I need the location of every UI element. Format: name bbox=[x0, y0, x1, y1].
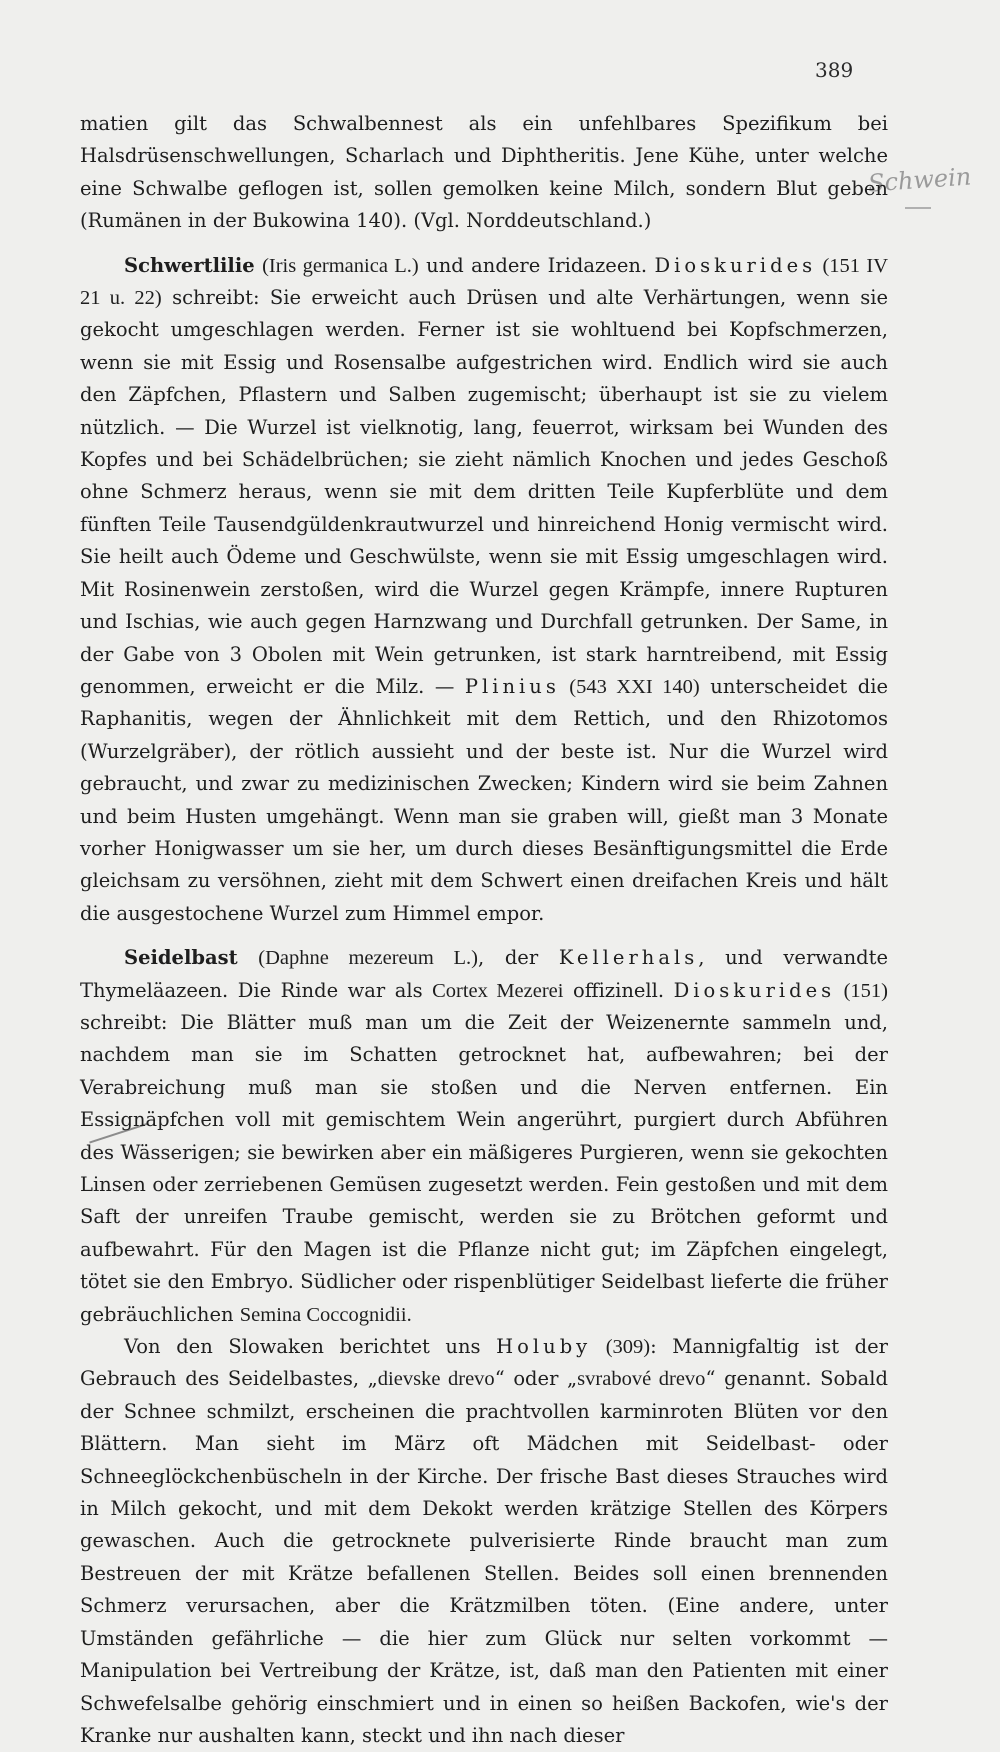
reference: (151) bbox=[835, 979, 889, 1002]
latin-term: dievske drevo bbox=[377, 1368, 495, 1391]
entry-heading-schwertlilie: Schwertlilie bbox=[124, 253, 255, 277]
margin-underline bbox=[905, 207, 931, 209]
paragraph-slowaken bbox=[80, 1331, 888, 1752]
page-number: 389 bbox=[815, 58, 854, 82]
latin-name: (Iris germanica L.) bbox=[262, 254, 419, 277]
paragraph-text: schreibt: Die Blätter muß man um die Zeit der Weizenernte sammeln und, nachdem man sie im Schatten getrocknet hat, aufbewahren; bei der Verabreichung muß man sie stoßen und die Nerven entfernen. Ein Essignäpfchen voll mit gemischtem Wein angerührt, purgiert durch Abführen des Wässerigen; sie bewirken aber ein mäßigeres Purgieren, wenn sie gekochten Linsen oder zerriebenen Gemüsen zugesetzt werden. Fein gestoßen und mit dem Saft der unreifen Traube gemischt, werden sie zu Brötchen geformt und aufbewahrt. Für den Magen ist die Pflanze nicht gut; im Zäpfchen eingelegt, tötet sie den Embryo. Südlicher oder rispenblütiger Seidelbast lieferte die früher gebräuchlichen bbox=[80, 1010, 888, 1326]
latin-term: Cortex Mezerei bbox=[432, 979, 564, 1002]
author-name: Dioskurides bbox=[673, 978, 836, 1002]
latin-term: svrabové drevo bbox=[577, 1368, 706, 1391]
paragraph-text: unterscheidet die Raphanitis, wegen der Ähnlichkeit mit dem Rettich, und den Rhizotomos (Wurzelgräber), der rötlich aussieht und der beste ist. Nur die Wurzel wird gebraucht, und zwar zu medizinischen Zwecken; Kindern wird sie beim Zahnen und beim Husten umgehängt. Wenn man sie graben will, gießt man 3 Monate vorher Honigwasser um sie her, um durch dieses Besänftigungsmittel die Erde gleichsam zu versöhnen, zieht mit dem Schwert einen dreifachen Kreis und hält die ausgestochene Wurzel zum Himmel empor. bbox=[80, 674, 888, 925]
author-name: Dioskurides bbox=[654, 253, 817, 277]
paragraph-text: , und verwandte Thymeläazeen. Die Rinde war als bbox=[80, 946, 888, 1002]
spaced-term: Kellerhals bbox=[558, 946, 699, 970]
reference: (309) bbox=[591, 1336, 651, 1359]
author-name: Plinius bbox=[464, 674, 560, 698]
paragraph-text: und andere Iridazeen. bbox=[418, 253, 655, 277]
latin-name: (Daphne mezereum L.) bbox=[258, 947, 478, 970]
body-text bbox=[80, 108, 888, 1752]
paragraph-text: : Mannigfaltig ist der Gebrauch des Seidelbastes, „ bbox=[80, 1335, 889, 1391]
entry-heading-seidelbast: Seidelbast bbox=[124, 946, 238, 970]
latin-term: Semina Coccognidii. bbox=[239, 1303, 412, 1326]
paragraph-text: matien gilt das Schwalbennest als ein unfehlbares Spezifikum bei Halsdrüsenschwellungen, Scharlach und Diphtheritis. Jene Kühe, unter welche eine Schwalbe geflogen ist, sollen gemolken keine Milch, sondern Blut geben (Rumänen in der Bukowina 140). (Vgl. Norddeutschland.) bbox=[80, 112, 888, 233]
paragraph-text: Von den Slowaken berichtet uns bbox=[124, 1335, 497, 1359]
reference: (151 IV 21 u. 22) bbox=[80, 254, 888, 310]
paragraph-text: schreibt: Sie erweicht auch Drüsen und alte Verhärtungen, wenn sie gekocht umgeschlagen werden. Ferner ist sie wohltuend bei Kopfschmerzen, wenn sie mit Essig und Rosensalbe aufgestrichen wird. Endlich wird sie auch den Zäpfchen, Pflastern und Salben zugemischt; überhaupt ist sie zu vielem nützlich. — Die Wurzel ist vielknotig, lang, feuerrot, wirksam bei Wunden des Kopfes und bei Schädelbrüchen; sie zieht nämlich Knochen und jedes Geschoß ohne Schmerz heraus, wenn sie mit dem dritten Teile Kupferblüte und dem fünften Teile Tausendgüldenkrautwurzel und hinreichend Honig vermischt wird. Sie heilt auch Ödeme und Geschwülste, wenn sie mit Essig umgeschlagen wird. Mit Rosinenwein zerstoßen, wird die Wurzel gegen Krämpfe, innere Rupturen und Ischias, wie auch gegen Harnzwang und Durchfall getrunken. Der Same, in der Gabe von 3 Obolen mit Wein getrunken, ist stark harntreibend, mit Essig genommen, erweicht er die Milz. — bbox=[80, 286, 889, 698]
author-name: Holuby bbox=[496, 1335, 592, 1359]
paragraph-schwertlilie bbox=[80, 250, 888, 931]
paragraph-text: “ oder „ bbox=[494, 1367, 578, 1391]
reference: (543 XXI 140) bbox=[559, 675, 700, 698]
paragraph-seidelbast bbox=[80, 942, 888, 1331]
paragraph-text: , der bbox=[477, 946, 559, 970]
paragraph-swallow-continued bbox=[80, 108, 888, 238]
paragraph-text: offizinell. bbox=[563, 978, 674, 1002]
paragraph-text: “ genannt. Sobald der Schnee schmilzt, erscheinen die prachtvollen karminroten Blüten vor den Blättern. Man sieht im März oft Mädchen mit Seidelbast- oder Schneeglöckchenbüscheln in der Kirche. Der frische Bast dieses Strauches wird in Milch gekocht, und mit dem Dekokt werden krätzige Stellen des Körpers gewaschen. Auch die getrocknete pulverisierte Rinde braucht man zum Bestreuen der mit Krätze befallenen Stellen. Beides soll einen brennenden Schmerz verursachen, aber die Krätzmilben töten. (Eine andere, unter Umständen gefährliche — die hier zum Glück nur selten vorkommt — Manipulation bei Vertreibung der Krätze, ist, daß man den Patienten mit einer Schwefelsalbe gehörig einschmiert und in einen so heißen Backofen, wie's der Kranke nur aushalten kann, steckt und ihn nach dieser bbox=[80, 1367, 889, 1747]
handwritten-margin-note: Schwein bbox=[867, 162, 973, 198]
